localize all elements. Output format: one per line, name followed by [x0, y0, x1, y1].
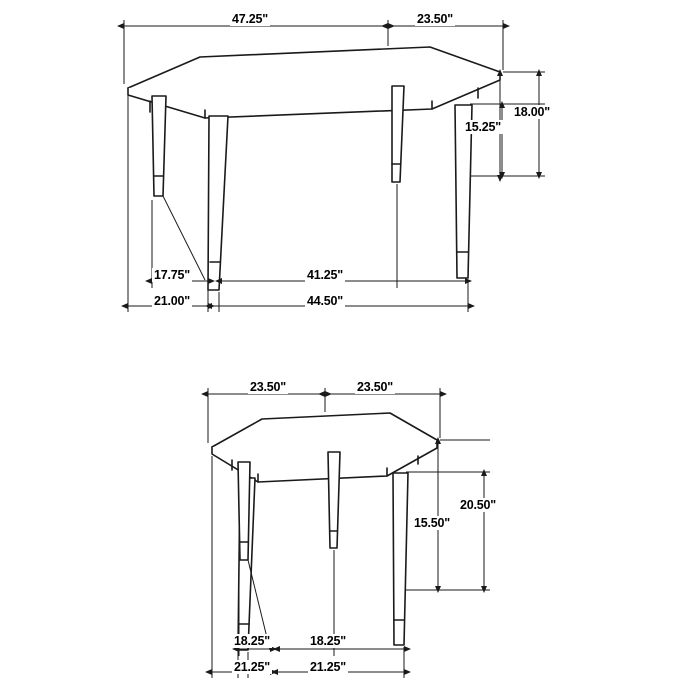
coffee-table-illustration — [128, 47, 500, 290]
dim-label-et-top-width-right: 23.50" — [357, 380, 394, 394]
dim-label-et-base-width: 21.25" — [310, 660, 347, 674]
dim-label-top-width-right: 23.50" — [417, 12, 454, 26]
dim-label-base-width: 44.50" — [307, 294, 344, 308]
dim-label-et-leg-span-depth: 18.25" — [234, 634, 271, 648]
dim-label-top-width-left: 47.25" — [232, 12, 269, 26]
dim-label-top-depth: 21.00" — [154, 294, 191, 308]
dim-label-leg-span-depth: 17.75" — [154, 268, 191, 282]
dim-label-et-apron-height: 15.50" — [414, 516, 451, 530]
dim-label-et-overall-height: 20.50" — [460, 498, 497, 512]
dim-label-et-leg-span-width: 18.25" — [310, 634, 347, 648]
dim-label-leg-span-width: 41.25" — [307, 268, 344, 282]
end-table-illustration — [212, 413, 437, 650]
dim-label-overall-height: 18.00" — [514, 105, 551, 119]
dim-label-apron-height: 15.25" — [465, 120, 502, 134]
dim-label-et-top-width-left: 23.50" — [250, 380, 287, 394]
dim-label-et-top-depth: 21.25" — [234, 660, 271, 674]
